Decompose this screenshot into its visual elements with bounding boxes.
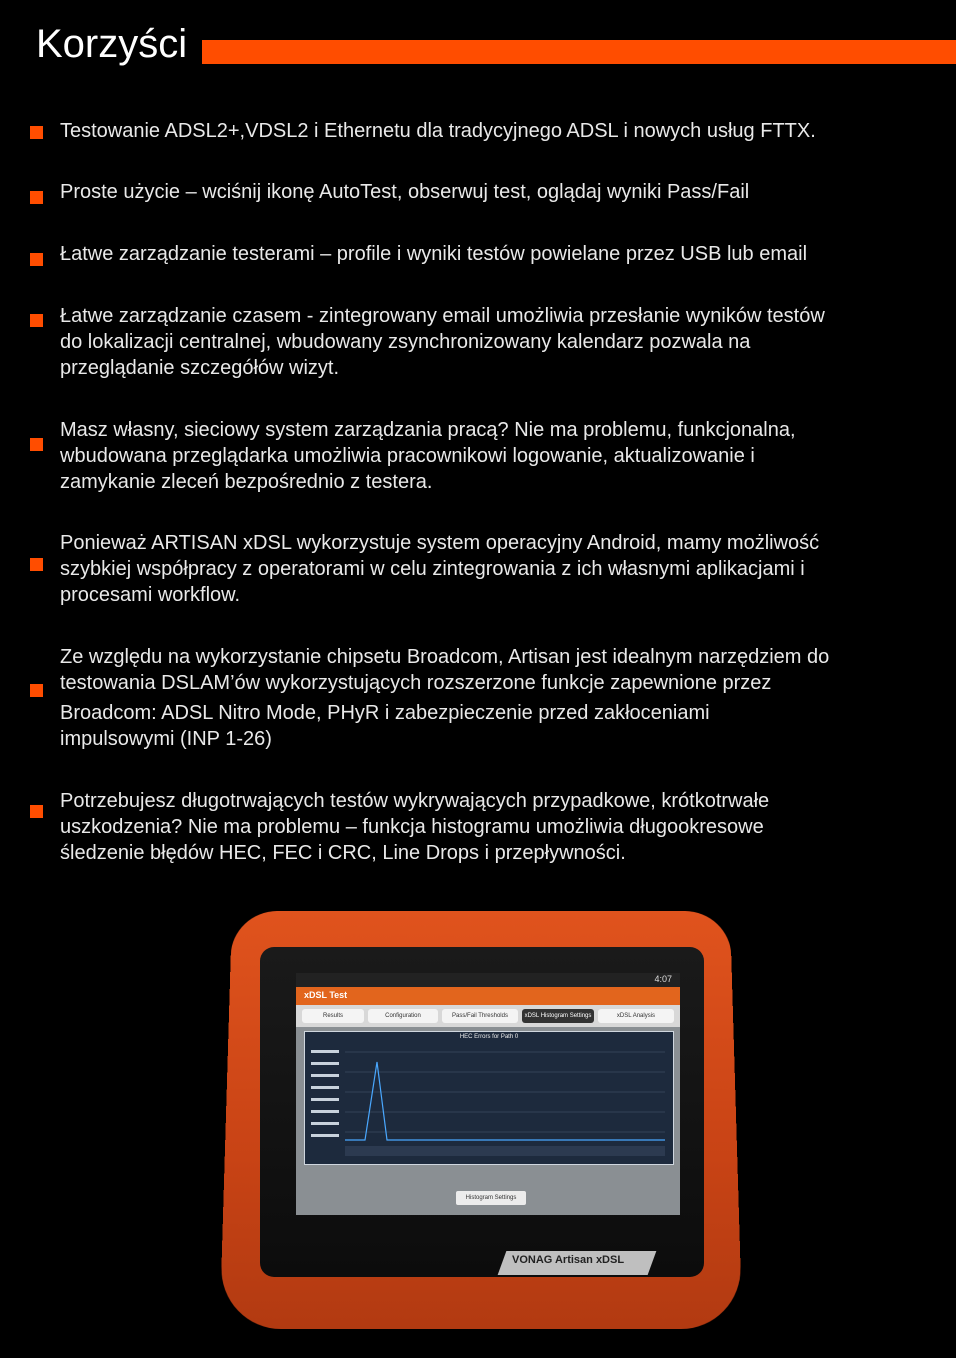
chart-title: HEC Errors for Path 0 bbox=[459, 1034, 519, 1040]
paragraph-line: uszkodzenia? Nie ma problemu – funkcja histogramu umożliwia długookresowe bbox=[60, 816, 764, 838]
tab-configuration[interactable]: Configuration bbox=[368, 1009, 438, 1023]
benefit-paragraph-2 bbox=[60, 179, 950, 205]
bullet-icon bbox=[30, 314, 43, 327]
paragraph-line: do lokalizacji centralnej, wbudowany zsynchronizowany kalendarz pozwala na bbox=[60, 331, 751, 353]
app-title: xDSL Test bbox=[304, 990, 348, 1000]
histogram-settings-button[interactable]: Histogram Settings bbox=[456, 1191, 526, 1205]
paragraph-line: Proste użycie – wciśnij ikonę AutoTest, obserwuj test, oglądaj wyniki Pass/Fail bbox=[60, 181, 750, 203]
hec-error-line bbox=[345, 1062, 665, 1140]
status-time: 4:07 bbox=[654, 974, 672, 984]
paragraph-line: zamykanie zleceń bezpośrednio z testera. bbox=[60, 471, 433, 493]
paragraph-line: testowania DSLAM’ów wykorzystujących rozszerzone funkcje zapewnione przez bbox=[60, 672, 772, 694]
benefit-paragraph-1 bbox=[60, 118, 950, 144]
tester-device-photo bbox=[226, 905, 736, 1325]
paragraph-line: Masz własny, sieciowy system zarządzania pracą? Nie ma problemu, funkcjonalna, bbox=[60, 419, 796, 441]
paragraph-line: Potrzebujesz długotrwających testów wykrywających przypadkowe, krótkotrwałe bbox=[60, 790, 770, 812]
histogram-chart bbox=[304, 1031, 674, 1165]
paragraph-line: Ze względu na wykorzystanie chipsetu Broadcom, Artisan jest idealnym narzędziem do bbox=[60, 646, 830, 668]
brand-label: VONAG Artisan xDSL bbox=[512, 1254, 625, 1266]
tab-pass-fail-thresholds[interactable]: Pass/Fail Thresholds bbox=[442, 1009, 518, 1023]
benefit-paragraph-3 bbox=[60, 241, 950, 267]
benefit-paragraph-8 bbox=[60, 788, 950, 866]
device-screen bbox=[296, 973, 680, 1215]
bullet-icon bbox=[30, 684, 43, 697]
paragraph-line: Broadcom: ADSL Nitro Mode, PHyR i zabezpieczenie przed zakłoceniami bbox=[60, 702, 710, 724]
paragraph-line: impulsowymi (INP 1-26) bbox=[60, 728, 272, 750]
bullet-icon bbox=[30, 191, 43, 204]
bullet-icon bbox=[30, 438, 43, 451]
tab-results[interactable]: Results bbox=[302, 1009, 364, 1023]
page-title: Korzyści bbox=[36, 22, 188, 66]
paragraph-line: szybkiej współpracy z operatorami w celu zintegrowania z ich własnymi aplikacjami i bbox=[60, 558, 805, 580]
status-bar bbox=[296, 973, 680, 987]
paragraph-line: Łatwe zarządzanie testerami – profile i wyniki testów powielane przez USB lub email bbox=[60, 243, 808, 265]
benefit-paragraph-5 bbox=[60, 417, 950, 495]
bullet-icon bbox=[30, 253, 43, 266]
bullet-icon bbox=[30, 558, 43, 571]
paragraph-line: Łatwe zarządzanie czasem - zintegrowany email umożliwia przesłanie wyników testów bbox=[60, 305, 825, 327]
histogram-plot bbox=[305, 1032, 673, 1164]
paragraph-line: procesami workflow. bbox=[60, 584, 241, 606]
paragraph-line: Testowanie ADSL2+,VDSL2 i Ethernetu dla tradycyjnego ADSL i nowych usług FTTX. bbox=[60, 120, 816, 142]
paragraph-line: śledzenie błędów HEC, FEC i CRC, Line Drops i przepływności. bbox=[60, 842, 626, 864]
bullet-icon bbox=[30, 805, 43, 818]
benefit-paragraph-6 bbox=[60, 530, 950, 608]
title-accent-bar bbox=[202, 40, 956, 64]
paragraph-line: wbudowana przeglądarka umożliwia pracownikowi logowanie, aktualizowanie i bbox=[60, 445, 755, 467]
bullet-icon bbox=[30, 126, 43, 139]
app-bar bbox=[296, 987, 680, 1005]
benefit-paragraph-4 bbox=[60, 303, 950, 381]
tab-xdsl-histogram-settings[interactable]: xDSL Histogram Settings bbox=[522, 1009, 594, 1023]
paragraph-line: przeglądanie szczegółów wizyt. bbox=[60, 357, 340, 379]
tab-xdsl-analysis[interactable]: xDSL Analysis bbox=[598, 1009, 674, 1023]
benefit-paragraph-7 bbox=[60, 644, 950, 752]
device-tabs bbox=[296, 1005, 680, 1027]
paragraph-line: Ponieważ ARTISAN xDSL wykorzystuje system operacyjny Android, mamy możliwość bbox=[60, 532, 820, 554]
